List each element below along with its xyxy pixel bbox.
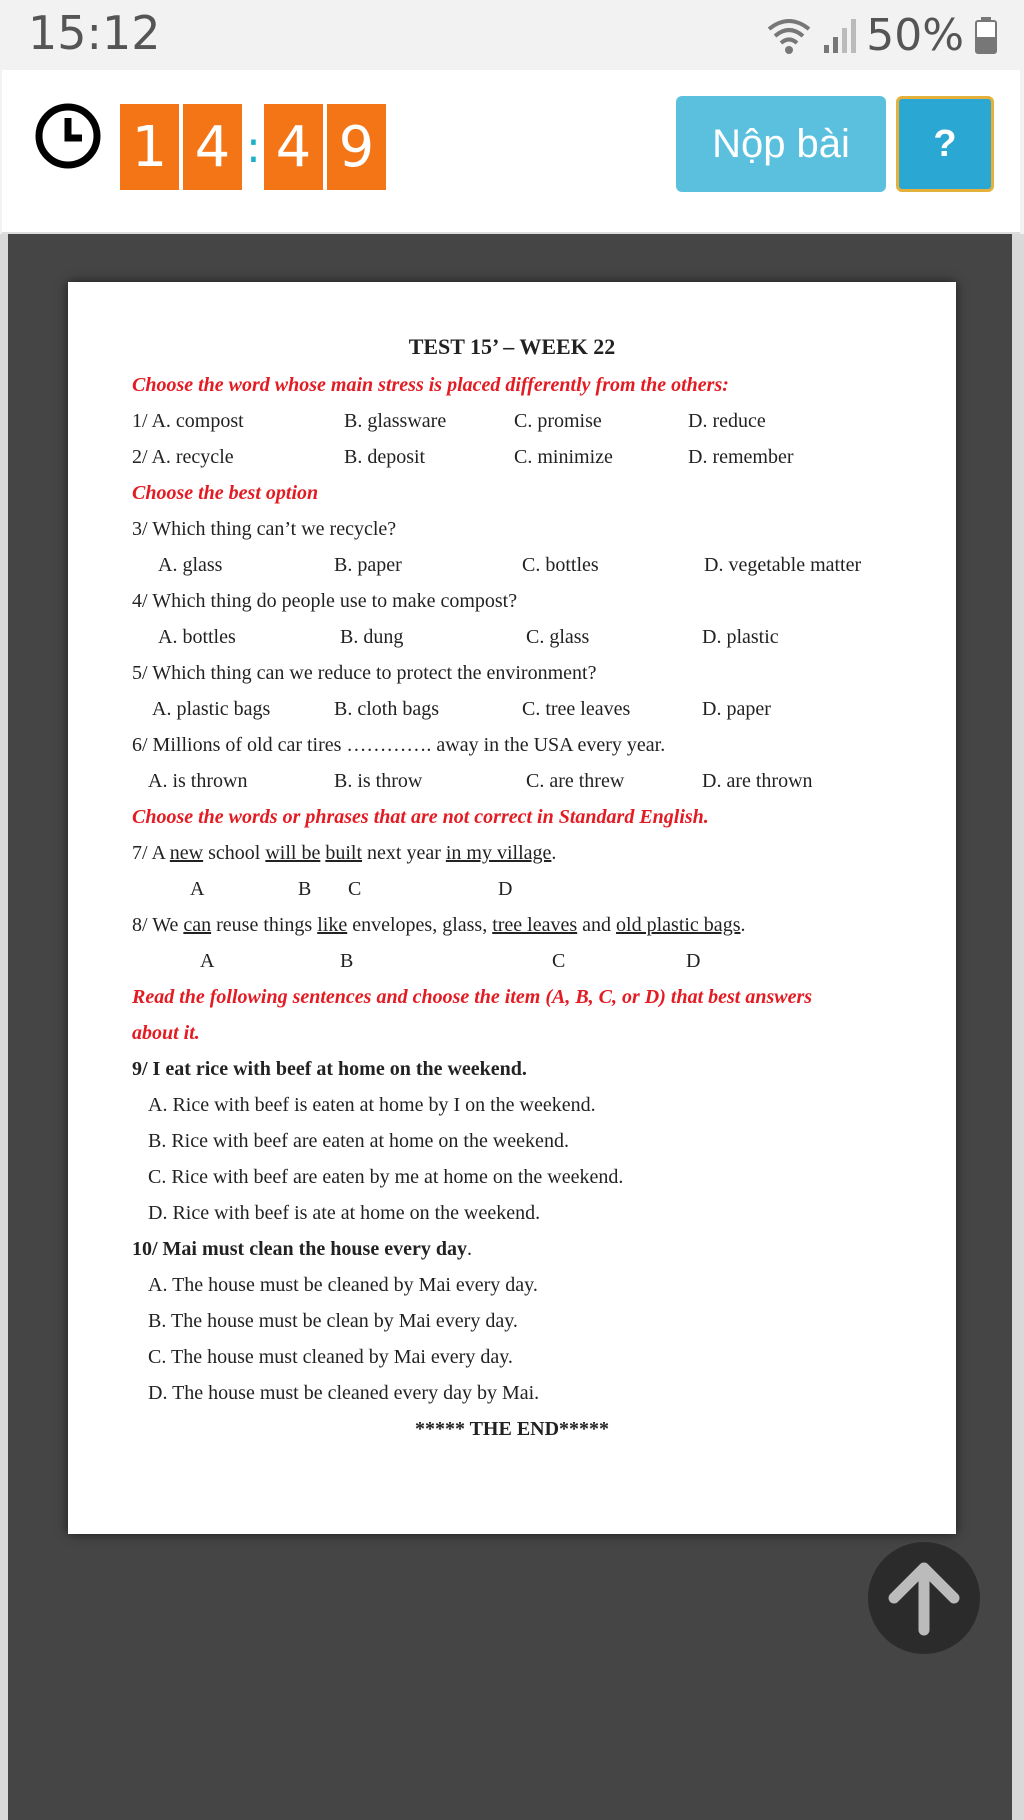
option-d: D. plastic [702, 626, 779, 648]
part-label-b: B [340, 950, 354, 972]
question-6: 6/ Millions of old car tires …………. away in the USA every year. [132, 734, 666, 756]
part-label-a: A [190, 878, 205, 900]
option-b: B. paper [334, 554, 402, 576]
question-7 [132, 842, 556, 865]
option-a: A. glass [158, 554, 223, 576]
option-c: C. Rice with beef are eaten by me at home on the weekend. [148, 1166, 624, 1188]
question-10 [132, 1238, 472, 1261]
option-b: B. cloth bags [334, 698, 439, 720]
instruction-best-option: Choose the best option [132, 482, 319, 504]
option-d: D. are thrown [702, 770, 813, 792]
question-8 [132, 914, 745, 937]
question-1: 1/ A. compost [132, 410, 244, 432]
viewer-edge [1012, 234, 1024, 1820]
underlined-part-c: built [325, 842, 363, 864]
instruction-incorrect: Choose the words or phrases that are not correct in Standard English. [132, 806, 709, 828]
text: envelopes, glass, [347, 914, 493, 936]
clock-icon [34, 102, 102, 170]
option-a: A. plastic bags [152, 698, 271, 720]
option-a: A. Rice with beef is eaten at home by I on the weekend. [148, 1094, 596, 1116]
option-b: B. The house must be clean by Mai every day. [148, 1310, 518, 1332]
underlined-part-c: tree leaves [492, 914, 578, 936]
option-c: C. glass [526, 626, 590, 648]
option-c: C. minimize [514, 446, 613, 468]
part-label-c: C [552, 950, 566, 972]
option-c: C. are threw [526, 770, 625, 792]
option-d: D. remember [688, 446, 794, 468]
part-label-b: B [298, 878, 312, 900]
option-a: A. The house must be cleaned by Mai every day. [148, 1274, 538, 1296]
timer-digit: 9 [327, 104, 386, 190]
text: . [551, 842, 557, 864]
timer-digit: 4 [183, 104, 242, 190]
question-2: 2/ A. recycle [132, 446, 234, 468]
option-d: D. reduce [688, 410, 766, 432]
option-c: C. tree leaves [522, 698, 631, 720]
timer-digit: 1 [120, 104, 179, 190]
battery-percent: 50% [866, 9, 964, 61]
option-a: A. bottles [158, 626, 236, 648]
question-text: 10/ Mai must clean the house every day [132, 1238, 467, 1260]
submit-button[interactable]: Nộp bài [676, 96, 886, 192]
option-b: B. Rice with beef are eaten at home on the weekend. [148, 1130, 569, 1152]
timer-digit: 4 [264, 104, 323, 190]
instruction-stress: Choose the word whose main stress is placed differently from the others: [132, 374, 729, 396]
option-c: C. bottles [522, 554, 599, 576]
underlined-part-a: can [183, 914, 212, 936]
signal-icon [822, 15, 856, 55]
text: 8/ We [132, 914, 184, 936]
viewer-edge [0, 234, 8, 1820]
status-time: 15:12 [28, 6, 161, 60]
option-d: D. vegetable matter [704, 554, 862, 576]
underlined-part-b: will be [265, 842, 321, 864]
underlined-part-b: like [317, 914, 348, 936]
timer-separator: : [246, 121, 261, 173]
option-a: A. is thrown [148, 770, 248, 792]
question-4: 4/ Which thing do people use to make compost? [132, 590, 518, 612]
question-5: 5/ Which thing can we reduce to protect the environment? [132, 662, 597, 684]
exam-title: TEST 15’ – WEEK 22 [408, 334, 616, 359]
text: next year [362, 842, 446, 864]
option-b: B. glassware [344, 410, 447, 432]
option-b: B. is throw [334, 770, 423, 792]
text: 7/ A [132, 842, 170, 864]
option-c: C. The house must cleaned by Mai every day. [148, 1346, 513, 1368]
text: . [740, 914, 746, 936]
option-b: B. dung [340, 626, 404, 648]
part-label-d: D [686, 950, 701, 972]
option-b: B. deposit [344, 446, 426, 468]
help-button[interactable]: ? [896, 96, 994, 192]
arrow-up-icon [868, 1542, 980, 1654]
option-d: D. paper [702, 698, 771, 720]
countdown-timer [120, 104, 390, 190]
scroll-to-top-button[interactable] [868, 1542, 980, 1654]
exam-header [2, 70, 1020, 234]
text: school [203, 842, 266, 864]
part-label-d: D [498, 878, 513, 900]
underlined-part-a: new [169, 842, 204, 864]
option-d: D. Rice with beef is ate at home on the weekend. [148, 1202, 541, 1224]
battery-icon [974, 15, 998, 55]
wifi-icon [766, 15, 812, 55]
exam-page [68, 282, 956, 1534]
text: and [577, 914, 617, 936]
instruction-reading: Read the following sentences and choose the item (A, B, C, or D) that best answers [132, 986, 813, 1008]
status-bar [0, 0, 1024, 68]
instruction-reading-cont: about it. [132, 1022, 200, 1044]
question-3: 3/ Which thing can’t we recycle? [132, 518, 397, 540]
option-d: D. The house must be cleaned every day by Mai. [148, 1382, 540, 1404]
end-marker: ***** THE END***** [414, 1418, 610, 1440]
underlined-part-d: in my village [445, 842, 552, 864]
text: reuse things [211, 914, 318, 936]
text: . [466, 1238, 472, 1260]
question-9: 9/ I eat rice with beef at home on the weekend. [132, 1058, 527, 1080]
option-c: C. promise [514, 410, 602, 432]
part-label-c: C [348, 878, 362, 900]
part-label-a: A [200, 950, 215, 972]
underlined-part-d: old plastic bags [616, 914, 741, 936]
status-icons [766, 8, 998, 62]
